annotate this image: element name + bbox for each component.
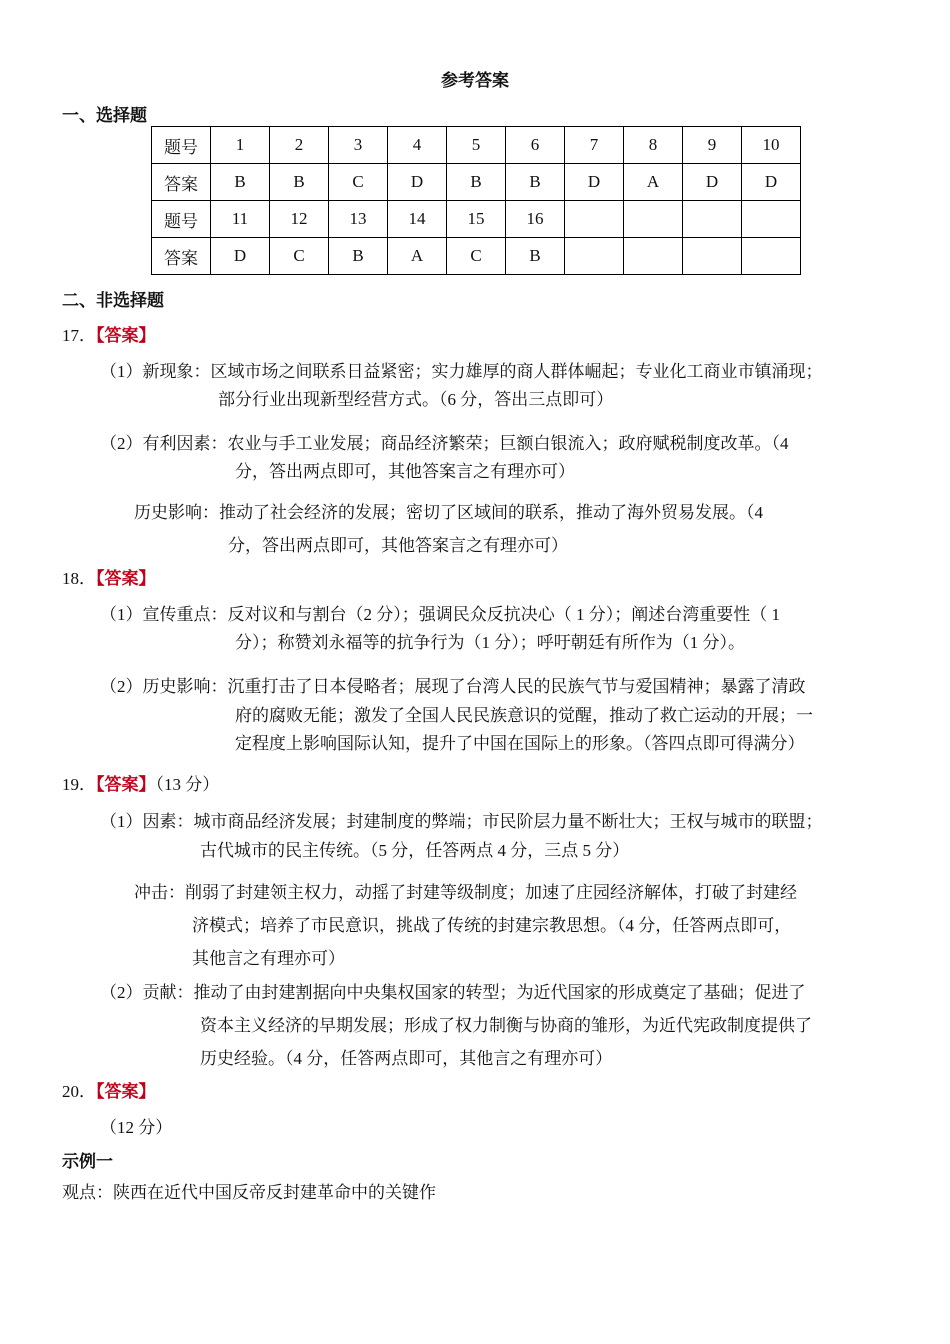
q17-part1-line2: 部分行业出现新型经营方式。（6 分，答出三点即可）	[218, 390, 614, 409]
table-row	[152, 201, 801, 238]
q19-part1-line2: 古代城市的民主传统。（5 分，任答两点 4 分，三点 5 分）	[200, 841, 630, 860]
table-cell: D	[565, 164, 624, 201]
table-cell: D	[742, 164, 801, 201]
answer-tag: 【答案】	[96, 1082, 156, 1102]
table-cell: 11	[211, 201, 270, 238]
table-cell	[683, 238, 742, 275]
table-row	[152, 164, 801, 201]
table-cell: 5	[447, 127, 506, 164]
section-choice-heading: 一、选择题	[62, 106, 147, 126]
table-row	[152, 127, 801, 164]
table-cell: A	[388, 238, 447, 275]
table-cell: 9	[683, 127, 742, 164]
table-cell: D	[388, 164, 447, 201]
q20-score: （12 分）	[100, 1118, 173, 1137]
table-cell: 1	[211, 127, 270, 164]
answer-table	[151, 126, 801, 275]
table-cell: 4	[388, 127, 447, 164]
table-cell: 10	[742, 127, 801, 164]
q17-part3-line2: 分，答出两点即可，其他答案言之有理亦可）	[228, 536, 568, 555]
table-cell	[742, 238, 801, 275]
row-label: 题号	[152, 201, 211, 238]
table-cell: C	[270, 238, 329, 275]
table-cell	[683, 201, 742, 238]
question-number: 17．	[62, 326, 96, 345]
table-cell: 3	[329, 127, 388, 164]
q18-part2-line3: 定程度上影响国际认知，提升了中国在国际上的形象。（答四点即可得满分）	[235, 734, 805, 753]
page-title: 参考答案	[441, 71, 509, 91]
table-cell	[565, 201, 624, 238]
q17-part2-line2: 分，答出两点即可，其他答案言之有理亦可）	[235, 462, 575, 481]
table-cell: A	[624, 164, 683, 201]
q20-viewpoint: 观点：陕西在近代中国反帝反封建革命中的关键作	[62, 1183, 436, 1202]
table-cell	[742, 201, 801, 238]
q19-part3-line3: 历史经验。（4 分，任答两点即可，其他言之有理亦可）	[200, 1049, 613, 1068]
q18-part2-line1: （2）历史影响：沉重打击了日本侵略者；展现了台湾人民的民族气节与爱国精神；暴露了清政	[100, 677, 806, 696]
table-cell: B	[447, 164, 506, 201]
table-cell: 7	[565, 127, 624, 164]
answer-tag: 【答案】	[96, 326, 156, 346]
question-score: （13 分）	[155, 775, 220, 794]
q17-part2-line1: （2）有利因素：农业与手工业发展；商品经济繁荣；巨额白银流入；政府赋税制度改革。（4	[100, 434, 789, 453]
row-label: 答案	[152, 238, 211, 275]
table-cell: B	[506, 238, 565, 275]
table-cell	[624, 201, 683, 238]
q18-part1-line2: 分）；称赞刘永福等的抗争行为（1 分）；呼吁朝廷有所作为（1 分）。	[235, 633, 745, 652]
table-cell: D	[211, 238, 270, 275]
q19-part3-line2: 资本主义经济的早期发展；形成了权力制衡与协商的雏形，为近代宪政制度提供了	[200, 1016, 812, 1035]
answer-tag: 【答案】	[96, 569, 156, 589]
question-number: 20．	[62, 1082, 96, 1101]
row-label: 题号	[152, 127, 211, 164]
table-cell: B	[270, 164, 329, 201]
table-cell: 14	[388, 201, 447, 238]
table-cell: 13	[329, 201, 388, 238]
q19-part3-line1: （2）贡献：推动了由封建割据向中央集权国家的转型；为近代国家的形成奠定了基础；促进了	[100, 983, 806, 1002]
q17-part3-line1: 历史影响：推动了社会经济的发展；密切了区域间的联系，推动了海外贸易发展。（4	[134, 503, 763, 522]
example-heading: 示例一	[62, 1152, 113, 1172]
section-nonchoice-heading: 二、非选择题	[62, 291, 164, 311]
q18-part2-line2: 府的腐败无能；激发了全国人民民族意识的觉醒，推动了救亡运动的开展；一	[235, 706, 813, 725]
table-cell	[624, 238, 683, 275]
table-row	[152, 238, 801, 275]
q18-part1-line1: （1）宣传重点：反对议和与割台（2 分）；强调民众反抗决心（ 1 分）；阐述台湾重要性（ 1	[100, 605, 780, 624]
table-cell	[565, 238, 624, 275]
q19-part2-line1: 冲击：削弱了封建领主权力，动摇了封建等级制度；加速了庄园经济解体，打破了封建经	[134, 883, 797, 902]
table-cell: 6	[506, 127, 565, 164]
table-cell: 2	[270, 127, 329, 164]
row-label: 答案	[152, 164, 211, 201]
q19-part1-line1: （1）因素：城市商品经济发展；封建制度的弊端；市民阶层力量不断壮大；王权与城市的联盟；	[100, 812, 823, 831]
table-cell: C	[329, 164, 388, 201]
q19-part2-line2: 济模式；培养了市民意识，挑战了传统的封建宗教思想。（4 分，任答两点即可，	[192, 916, 792, 935]
table-cell: 12	[270, 201, 329, 238]
table-cell: 15	[447, 201, 506, 238]
question-17-header	[62, 321, 156, 346]
question-20-header	[62, 1077, 156, 1102]
table-cell: D	[683, 164, 742, 201]
table-cell: B	[506, 164, 565, 201]
question-number: 19．	[62, 775, 96, 794]
q17-part1-line1: （1）新现象：区域市场之间联系日益紧密；实力雄厚的商人群体崛起；专业化工商业市镇涌现；	[100, 362, 823, 381]
table-cell: 8	[624, 127, 683, 164]
q19-part2-line3: 其他言之有理亦可）	[192, 949, 345, 968]
table-cell: C	[447, 238, 506, 275]
question-18-header	[62, 564, 156, 589]
table-cell: B	[329, 238, 388, 275]
table-cell: B	[211, 164, 270, 201]
question-19-header	[62, 770, 219, 795]
table-cell: 16	[506, 201, 565, 238]
question-number: 18．	[62, 569, 96, 588]
answer-tag: 【答案】	[96, 775, 156, 795]
